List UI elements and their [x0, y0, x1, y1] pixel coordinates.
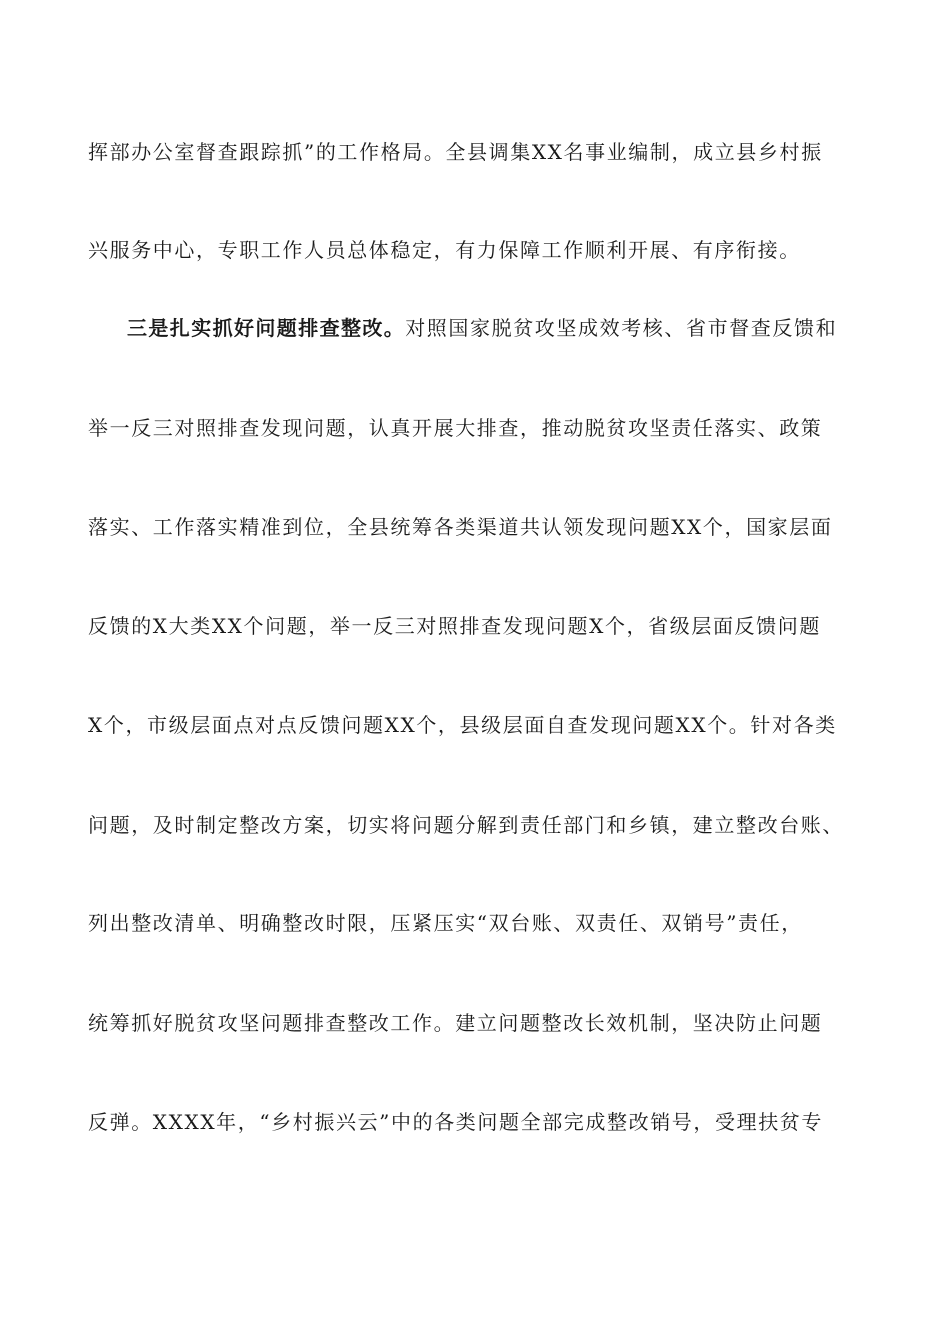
text-line-8: 问题，及时制定整改方案，切实将问题分解到责任部门和乡镇，建立整改台账、	[88, 813, 844, 837]
text-line-5: 落实、工作落实精准到位，全县统筹各类渠道共认领发现问题XX个，国家层面	[88, 515, 833, 539]
paragraph-3-first-line	[127, 308, 917, 348]
paragraph-3-heading: 三是扎实抓好问题排查整改。	[127, 316, 406, 340]
text-line-7: X个，市级层面点对点反馈问题XX个，县级层面自查发现问题XX个。针对各类	[88, 713, 837, 737]
text-line-6: 反馈的X大类XX个问题，举一反三对照排查发现问题X个，省级层面反馈问题	[88, 614, 821, 638]
text-line-4: 举一反三对照排查发现问题，认真开展大排查，推动脱贫攻坚责任落实、政策	[88, 416, 823, 440]
text-line-1: 挥部办公室督查跟踪抓”的工作格局。全县调集XX名事业编制，成立县乡村振	[88, 140, 823, 164]
text-line-2: 兴服务中心，专职工作人员总体稳定，有力保障工作顺利开展、有序衔接。	[88, 238, 801, 262]
paragraph-3-first-line-text: 对照国家脱贫攻坚成效考核、省市督查反馈和	[405, 316, 838, 340]
text-line-9: 列出整改清单、明确整改时限，压紧压实“双台账、双责任、双销号”责任，	[88, 911, 803, 935]
text-line-10: 统筹抓好脱贫攻坚问题排查整改工作。建立问题整改长效机制，坚决防止问题	[88, 1011, 823, 1035]
text-line-11: 反弹。XXXX年，“乡村振兴云”中的各类问题全部完成整改销号，受理扶贫专	[88, 1110, 824, 1134]
